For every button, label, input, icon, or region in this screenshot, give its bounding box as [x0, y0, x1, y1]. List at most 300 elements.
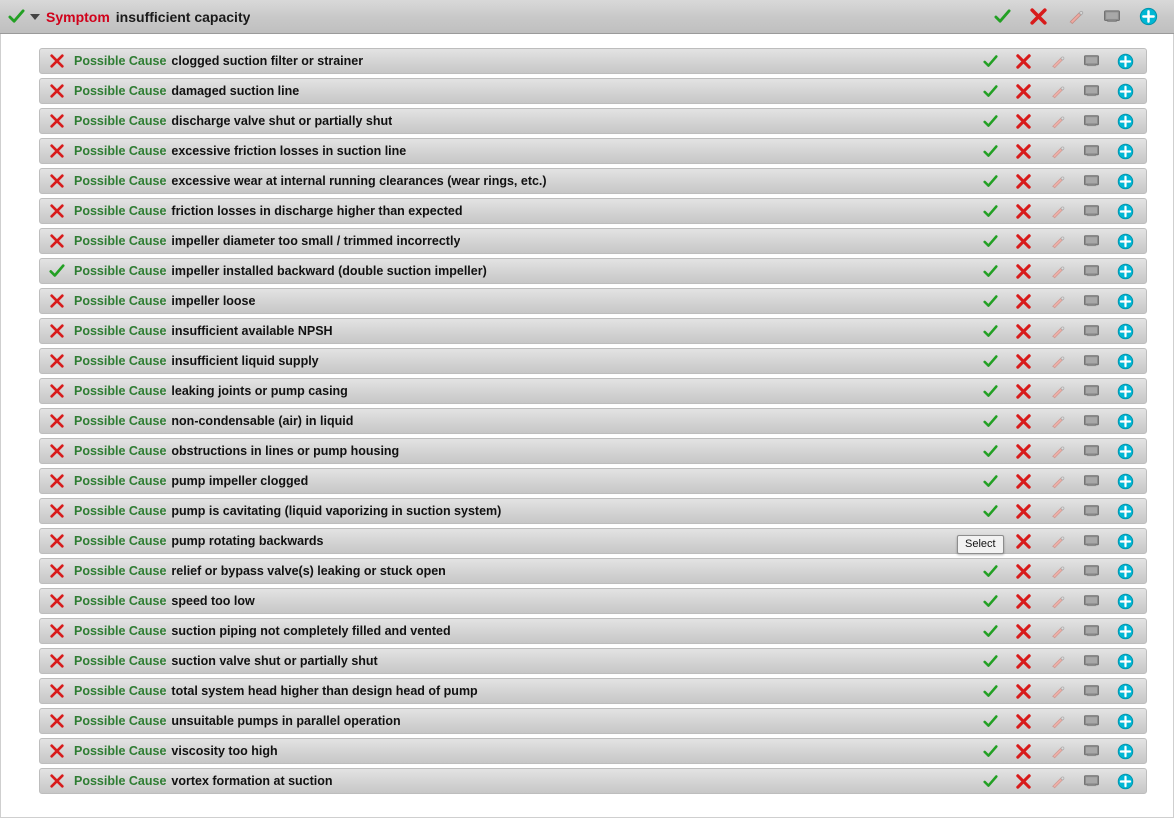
possible-cause-row[interactable] [39, 228, 1147, 254]
add-icon[interactable] [1117, 443, 1134, 460]
reject-icon[interactable] [1015, 203, 1032, 220]
comment-icon[interactable] [1083, 144, 1100, 159]
possible-cause-row[interactable] [39, 738, 1147, 764]
possible-cause-text: discharge valve shut or partially shut [171, 114, 393, 128]
reject-icon[interactable] [1015, 743, 1032, 760]
add-icon[interactable] [1117, 773, 1134, 790]
add-icon[interactable] [1117, 593, 1134, 610]
accept-icon[interactable] [983, 774, 998, 789]
comment-icon[interactable] [1083, 264, 1100, 279]
add-icon[interactable] [1117, 53, 1134, 70]
edit-pencil-icon[interactable] [1049, 233, 1066, 250]
row-actions [983, 353, 1136, 370]
reject-icon[interactable] [1015, 383, 1032, 400]
reject-icon[interactable] [1015, 593, 1032, 610]
status-x-icon[interactable] [49, 653, 65, 669]
reject-icon[interactable] [1015, 263, 1032, 280]
add-icon[interactable] [1117, 323, 1134, 340]
possible-cause-label: Possible Cause [74, 474, 167, 488]
add-icon[interactable] [1117, 743, 1134, 760]
row-labels [74, 144, 406, 158]
status-x-icon[interactable] [49, 83, 65, 99]
possible-cause-row[interactable] [39, 138, 1147, 164]
edit-pencil-icon[interactable] [1049, 353, 1066, 370]
row-status[interactable] [46, 383, 68, 399]
accept-icon[interactable] [983, 474, 998, 489]
possible-cause-row[interactable] [39, 438, 1147, 464]
status-x-icon[interactable] [49, 353, 65, 369]
row-labels [74, 204, 462, 218]
reject-icon[interactable] [1015, 353, 1032, 370]
row-labels [74, 684, 478, 698]
accept-icon[interactable] [983, 264, 998, 279]
comment-icon[interactable] [1083, 54, 1100, 69]
possible-cause-label: Possible Cause [74, 504, 167, 518]
reject-icon[interactable] [1015, 413, 1032, 430]
edit-pencil-icon[interactable] [1049, 113, 1066, 130]
accept-icon[interactable] [983, 594, 998, 609]
add-icon[interactable] [1117, 413, 1134, 430]
possible-cause-text: leaking joints or pump casing [171, 384, 348, 398]
add-icon[interactable] [1117, 233, 1134, 250]
row-labels [74, 564, 446, 578]
accept-icon[interactable] [983, 54, 998, 69]
row-actions [983, 713, 1136, 730]
status-x-icon[interactable] [49, 503, 65, 519]
reject-icon[interactable] [1015, 473, 1032, 490]
comment-icon[interactable] [1083, 84, 1100, 99]
row-status[interactable] [46, 653, 68, 669]
add-icon[interactable] [1117, 683, 1134, 700]
row-actions [983, 143, 1136, 160]
row-status[interactable] [46, 203, 68, 219]
row-status[interactable] [46, 233, 68, 249]
possible-cause-text: impeller loose [171, 294, 256, 308]
possible-cause-text: unsuitable pumps in parallel operation [171, 714, 401, 728]
status-x-icon[interactable] [49, 473, 65, 489]
possible-cause-label: Possible Cause [74, 54, 167, 68]
tooltip: Select [957, 535, 1004, 554]
row-status[interactable] [46, 53, 68, 69]
comment-icon[interactable] [1083, 234, 1100, 249]
possible-cause-row[interactable] [39, 558, 1147, 584]
comment-icon[interactable] [1083, 534, 1100, 549]
possible-cause-row[interactable] [39, 378, 1147, 404]
accept-icon[interactable] [983, 324, 998, 339]
reject-icon[interactable] [1015, 773, 1032, 790]
add-icon[interactable] [1117, 173, 1134, 190]
possible-cause-row[interactable] [39, 678, 1147, 704]
possible-cause-label: Possible Cause [74, 384, 167, 398]
row-labels [74, 54, 363, 68]
comment-icon[interactable] [1083, 654, 1100, 669]
possible-cause-label: Possible Cause [74, 294, 167, 308]
row-labels [74, 594, 255, 608]
accept-icon[interactable] [983, 444, 998, 459]
row-status[interactable] [46, 773, 68, 789]
add-icon[interactable] [1117, 203, 1134, 220]
edit-pencil-icon[interactable] [1049, 533, 1066, 550]
possible-cause-label: Possible Cause [74, 534, 167, 548]
row-actions [983, 293, 1136, 310]
possible-cause-text: insufficient available NPSH [171, 324, 333, 338]
edit-pencil-icon[interactable] [1049, 323, 1066, 340]
status-x-icon[interactable] [49, 383, 65, 399]
possible-cause-label: Possible Cause [74, 114, 167, 128]
row-status[interactable] [46, 743, 68, 759]
accept-icon[interactable] [983, 354, 998, 369]
row-actions [983, 233, 1136, 250]
possible-cause-row[interactable] [39, 648, 1147, 674]
accept-icon[interactable] [983, 84, 998, 99]
accept-icon[interactable] [983, 744, 998, 759]
edit-pencil-icon[interactable] [1049, 263, 1066, 280]
reject-icon[interactable] [1015, 563, 1032, 580]
possible-cause-row[interactable] [39, 498, 1147, 524]
accept-icon[interactable] [983, 204, 998, 219]
row-actions [983, 473, 1136, 490]
possible-cause-row[interactable] [39, 288, 1147, 314]
edit-pencil-icon[interactable] [1049, 83, 1066, 100]
row-labels [74, 774, 333, 788]
row-status[interactable] [46, 713, 68, 729]
edit-pencil-icon[interactable] [1049, 473, 1066, 490]
row-actions [983, 623, 1136, 640]
row-actions [983, 383, 1136, 400]
edit-pencil-icon[interactable] [1066, 7, 1085, 26]
possible-cause-text: suction valve shut or partially shut [171, 654, 378, 668]
possible-cause-text: vortex formation at suction [171, 774, 333, 788]
edit-pencil-icon[interactable] [1049, 713, 1066, 730]
triangle-down-icon[interactable] [30, 14, 40, 20]
possible-cause-text: pump rotating backwards [171, 534, 324, 548]
row-actions [983, 83, 1136, 100]
possible-cause-row[interactable] [39, 168, 1147, 194]
row-labels [74, 234, 460, 248]
add-icon[interactable] [1139, 7, 1158, 26]
row-status[interactable] [46, 293, 68, 309]
comment-icon[interactable] [1083, 114, 1100, 129]
accept-icon[interactable] [983, 564, 998, 579]
comment-icon[interactable] [1083, 684, 1100, 699]
add-icon[interactable] [1117, 383, 1134, 400]
possible-cause-label: Possible Cause [74, 594, 167, 608]
symptom-header-actions [994, 7, 1162, 26]
edit-pencil-icon[interactable] [1049, 203, 1066, 220]
accept-icon[interactable] [983, 234, 998, 249]
add-icon[interactable] [1117, 533, 1134, 550]
row-actions [983, 443, 1136, 460]
comment-icon[interactable] [1083, 294, 1100, 309]
status-x-icon[interactable] [49, 533, 65, 549]
comment-icon[interactable] [1083, 204, 1100, 219]
reject-icon[interactable] [1015, 233, 1032, 250]
status-x-icon[interactable] [49, 203, 65, 219]
row-actions [983, 173, 1136, 190]
row-actions [983, 203, 1136, 220]
edit-pencil-icon[interactable] [1049, 773, 1066, 790]
row-status[interactable] [46, 563, 68, 579]
possible-cause-label: Possible Cause [74, 174, 167, 188]
row-status[interactable] [46, 83, 68, 99]
row-labels [74, 744, 278, 758]
accept-icon[interactable] [994, 8, 1011, 25]
possible-cause-text: impeller diameter too small / trimmed incorrectly [171, 234, 461, 248]
status-x-icon[interactable] [49, 563, 65, 579]
comment-icon[interactable] [1083, 414, 1100, 429]
possible-cause-row[interactable] [39, 408, 1147, 434]
edit-pencil-icon[interactable] [1049, 683, 1066, 700]
possible-cause-label: Possible Cause [74, 654, 167, 668]
reject-icon[interactable] [1015, 713, 1032, 730]
add-icon[interactable] [1117, 713, 1134, 730]
symptom-label: Symptom [46, 8, 110, 25]
row-labels [74, 414, 353, 428]
accept-icon[interactable] [983, 624, 998, 639]
status-x-icon[interactable] [49, 293, 65, 309]
status-x-icon[interactable] [49, 743, 65, 759]
possible-cause-text: viscosity too high [171, 744, 278, 758]
symptom-header-left [8, 8, 994, 25]
row-actions [983, 503, 1136, 520]
row-labels [74, 504, 501, 518]
comment-icon[interactable] [1083, 474, 1100, 489]
possible-cause-label: Possible Cause [74, 84, 167, 98]
row-labels [74, 174, 547, 188]
edit-pencil-icon[interactable] [1049, 443, 1066, 460]
accept-icon[interactable] [983, 414, 998, 429]
possible-cause-text: impeller installed backward (double suction impeller) [171, 264, 487, 278]
row-status[interactable] [46, 473, 68, 489]
accept-icon[interactable] [983, 294, 998, 309]
row-status[interactable] [46, 173, 68, 189]
edit-pencil-icon[interactable] [1049, 383, 1066, 400]
possible-cause-text: insufficient liquid supply [171, 354, 319, 368]
possible-cause-text: speed too low [171, 594, 255, 608]
row-labels [74, 354, 319, 368]
row-actions [983, 653, 1136, 670]
possible-cause-row[interactable] [39, 708, 1147, 734]
possible-cause-row[interactable] [39, 78, 1147, 104]
row-actions [983, 113, 1136, 130]
status-x-icon[interactable] [49, 593, 65, 609]
row-labels [74, 384, 348, 398]
reject-icon[interactable] [1015, 113, 1032, 130]
row-labels [74, 84, 299, 98]
add-icon[interactable] [1117, 143, 1134, 160]
comment-icon[interactable] [1083, 594, 1100, 609]
status-x-icon[interactable] [49, 443, 65, 459]
possible-cause-row[interactable] [39, 468, 1147, 494]
reject-icon[interactable] [1015, 83, 1032, 100]
possible-cause-label: Possible Cause [74, 774, 167, 788]
possible-cause-row[interactable] [39, 198, 1147, 224]
possible-cause-list [0, 34, 1174, 818]
reject-icon[interactable] [1015, 503, 1032, 520]
accept-icon[interactable] [983, 114, 998, 129]
add-icon[interactable] [1117, 563, 1134, 580]
status-x-icon[interactable] [49, 623, 65, 639]
comment-icon[interactable] [1083, 564, 1100, 579]
add-icon[interactable] [1117, 263, 1134, 280]
symptom-text: insufficient capacity [115, 8, 251, 25]
accept-icon[interactable] [983, 384, 998, 399]
accept-icon[interactable] [983, 714, 998, 729]
reject-icon[interactable] [1015, 623, 1032, 640]
comment-icon[interactable] [1083, 354, 1100, 369]
possible-cause-text: clogged suction filter or strainer [171, 54, 364, 68]
status-x-icon[interactable] [49, 323, 65, 339]
edit-pencil-icon[interactable] [1049, 143, 1066, 160]
possible-cause-label: Possible Cause [74, 624, 167, 638]
possible-cause-label: Possible Cause [74, 144, 167, 158]
add-icon[interactable] [1117, 503, 1134, 520]
reject-icon[interactable] [1029, 7, 1048, 26]
possible-cause-row[interactable] [39, 318, 1147, 344]
row-status[interactable] [46, 143, 68, 159]
possible-cause-label: Possible Cause [74, 324, 167, 338]
reject-icon[interactable] [1015, 443, 1032, 460]
edit-pencil-icon[interactable] [1049, 293, 1066, 310]
edit-pencil-icon[interactable] [1049, 623, 1066, 640]
possible-cause-text: excessive wear at internal running clearances (wear rings, etc.) [171, 174, 547, 188]
possible-cause-text: non-condensable (air) in liquid [171, 414, 354, 428]
status-x-icon[interactable] [49, 233, 65, 249]
check-icon[interactable] [8, 8, 25, 25]
possible-cause-label: Possible Cause [74, 744, 167, 758]
comment-icon[interactable] [1083, 624, 1100, 639]
status-check-icon[interactable] [49, 263, 65, 279]
row-status[interactable] [46, 503, 68, 519]
row-status[interactable] [46, 593, 68, 609]
reject-icon[interactable] [1015, 53, 1032, 70]
edit-pencil-icon[interactable] [1049, 413, 1066, 430]
reject-icon[interactable] [1015, 143, 1032, 160]
row-labels [74, 294, 255, 308]
possible-cause-row[interactable] [39, 48, 1147, 74]
accept-icon[interactable] [983, 504, 998, 519]
status-x-icon[interactable] [49, 773, 65, 789]
comment-icon[interactable] [1083, 744, 1100, 759]
comment-icon[interactable] [1083, 714, 1100, 729]
row-labels [74, 654, 378, 668]
reject-icon[interactable] [1015, 653, 1032, 670]
symptom-header[interactable] [0, 0, 1174, 34]
row-actions [983, 263, 1136, 280]
add-icon[interactable] [1117, 473, 1134, 490]
edit-pencil-icon[interactable] [1049, 653, 1066, 670]
reject-icon[interactable] [1015, 533, 1032, 550]
reject-icon[interactable] [1015, 173, 1032, 190]
row-status[interactable] [46, 623, 68, 639]
possible-cause-row[interactable] [39, 768, 1147, 794]
row-labels [74, 444, 399, 458]
row-actions [983, 323, 1136, 340]
edit-pencil-icon[interactable] [1049, 593, 1066, 610]
comment-icon[interactable] [1083, 384, 1100, 399]
accept-icon[interactable] [983, 654, 998, 669]
comment-icon[interactable] [1103, 9, 1121, 25]
add-icon[interactable] [1117, 293, 1134, 310]
row-status[interactable] [46, 323, 68, 339]
row-status[interactable] [46, 533, 68, 549]
row-status[interactable] [46, 113, 68, 129]
row-actions [983, 413, 1136, 430]
possible-cause-text: suction piping not completely filled and vented [171, 624, 451, 638]
status-x-icon[interactable] [49, 143, 65, 159]
status-x-icon[interactable] [49, 713, 65, 729]
possible-cause-text: friction losses in discharge higher than expected [171, 204, 463, 218]
status-x-icon[interactable] [49, 53, 65, 69]
possible-cause-row[interactable] [39, 258, 1147, 284]
status-x-icon[interactable] [49, 173, 65, 189]
row-status[interactable] [46, 353, 68, 369]
possible-cause-label: Possible Cause [74, 684, 167, 698]
edit-pencil-icon[interactable] [1049, 53, 1066, 70]
comment-icon[interactable] [1083, 774, 1100, 789]
row-labels [74, 324, 333, 338]
row-labels [74, 714, 401, 728]
possible-cause-label: Possible Cause [74, 264, 167, 278]
possible-cause-row[interactable] [39, 588, 1147, 614]
row-actions [983, 563, 1136, 580]
status-x-icon[interactable] [49, 113, 65, 129]
edit-pencil-icon[interactable] [1049, 563, 1066, 580]
accept-icon[interactable] [983, 174, 998, 189]
possible-cause-row[interactable] [39, 108, 1147, 134]
add-icon[interactable] [1117, 113, 1134, 130]
possible-cause-label: Possible Cause [74, 444, 167, 458]
possible-cause-text: relief or bypass valve(s) leaking or stuck open [171, 564, 446, 578]
add-icon[interactable] [1117, 623, 1134, 640]
comment-icon[interactable] [1083, 504, 1100, 519]
possible-cause-label: Possible Cause [74, 204, 167, 218]
comment-icon[interactable] [1083, 324, 1100, 339]
edit-pencil-icon[interactable] [1049, 503, 1066, 520]
row-actions [983, 773, 1136, 790]
add-icon[interactable] [1117, 83, 1134, 100]
status-x-icon[interactable] [49, 413, 65, 429]
possible-cause-text: pump is cavitating (liquid vaporizing in suction system) [171, 504, 502, 518]
possible-cause-label: Possible Cause [74, 414, 167, 428]
row-status[interactable] [46, 413, 68, 429]
comment-icon[interactable] [1083, 444, 1100, 459]
row-status[interactable] [46, 443, 68, 459]
accept-icon[interactable] [983, 144, 998, 159]
edit-pencil-icon[interactable] [1049, 173, 1066, 190]
comment-icon[interactable] [1083, 174, 1100, 189]
accept-icon[interactable] [983, 684, 998, 699]
row-labels [74, 624, 451, 638]
add-icon[interactable] [1117, 353, 1134, 370]
possible-cause-row[interactable] [39, 348, 1147, 374]
status-x-icon[interactable] [49, 683, 65, 699]
possible-cause-label: Possible Cause [74, 234, 167, 248]
row-status[interactable] [46, 683, 68, 699]
possible-cause-text: pump impeller clogged [171, 474, 309, 488]
row-actions [983, 743, 1136, 760]
reject-icon[interactable] [1015, 683, 1032, 700]
reject-icon[interactable] [1015, 323, 1032, 340]
add-icon[interactable] [1117, 653, 1134, 670]
possible-cause-label: Possible Cause [74, 564, 167, 578]
edit-pencil-icon[interactable] [1049, 743, 1066, 760]
possible-cause-row[interactable] [39, 618, 1147, 644]
row-status[interactable] [46, 263, 68, 279]
reject-icon[interactable] [1015, 293, 1032, 310]
row-labels [74, 534, 324, 548]
possible-cause-text: excessive friction losses in suction line [171, 144, 407, 158]
